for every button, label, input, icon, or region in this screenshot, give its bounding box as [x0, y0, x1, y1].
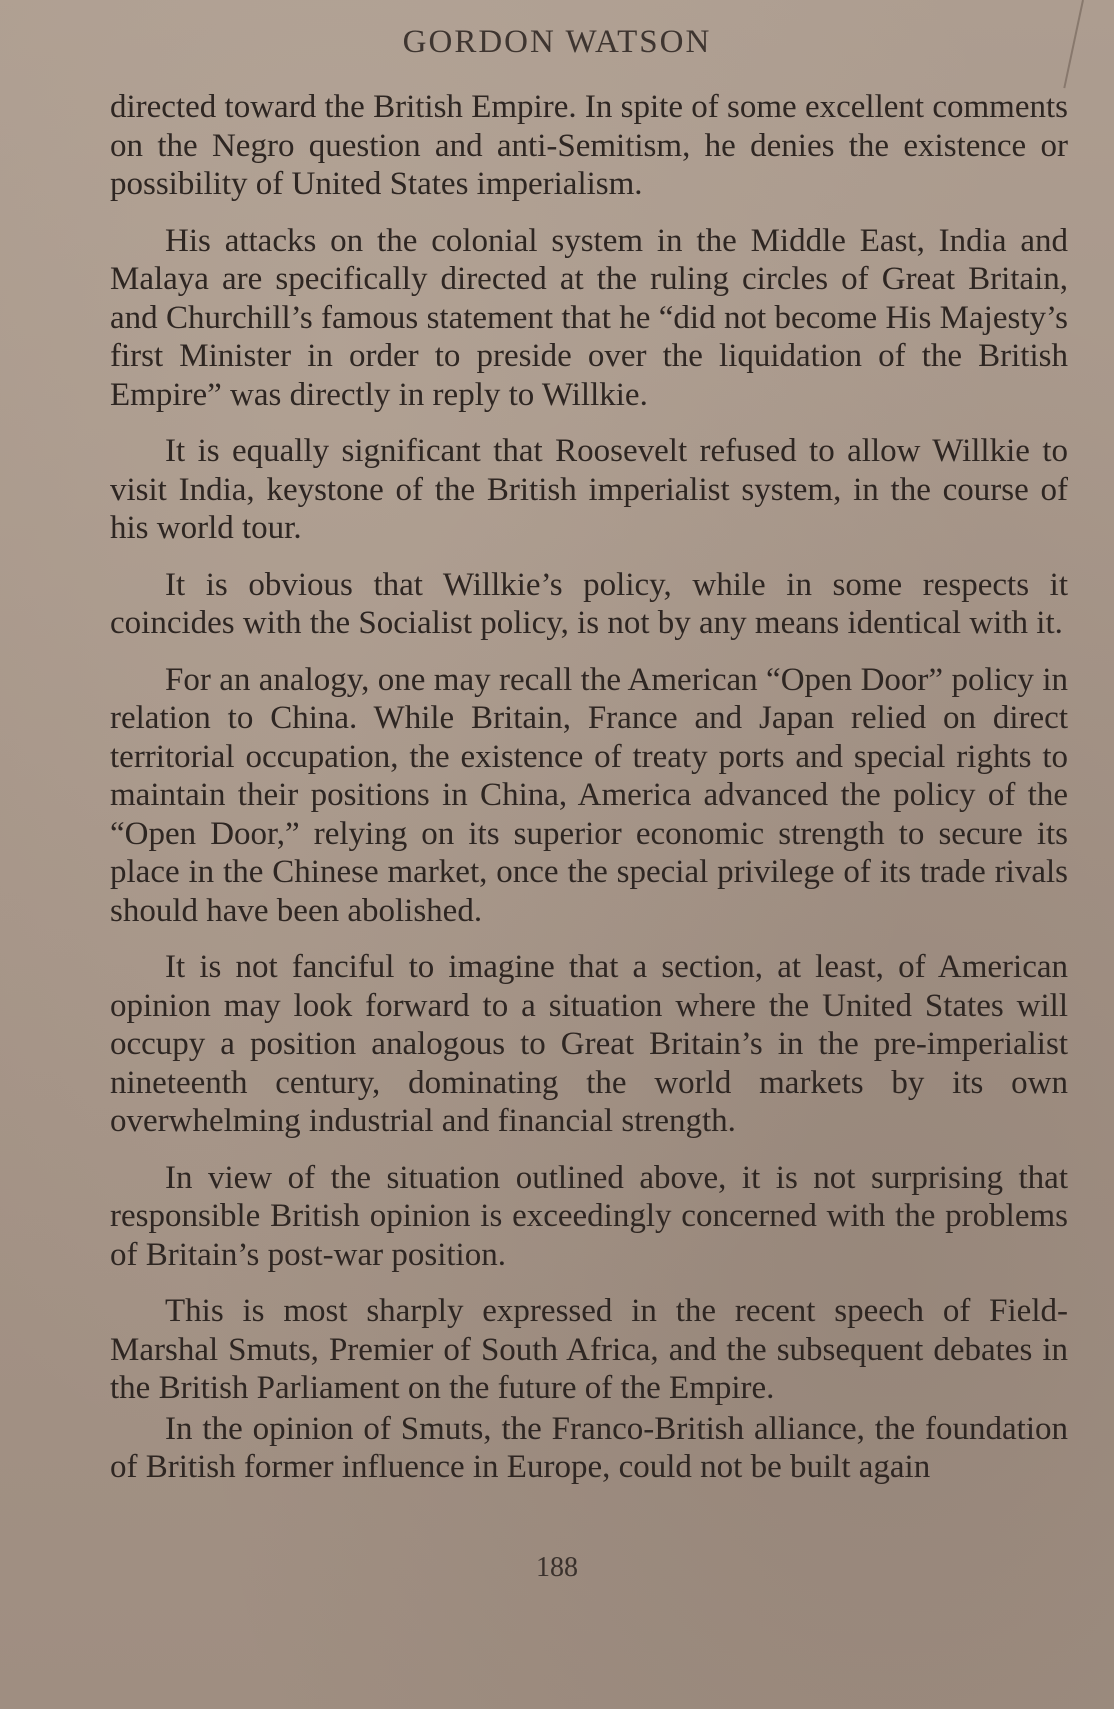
paragraph: His attacks on the colonial system in the Middle East, India and Malaya are specifically directed at the ruling circles of Great Britain, and Churchill’s famous statement that he “did not become His Majesty’s first Minister in order to preside over the liquidation of the British Empire” was directly in reply to Willkie. — [110, 222, 1068, 413]
paragraph: It is obvious that Willkie’s policy, while in some respects it coincides with the Socialist policy, is not by any means identical with it. — [110, 566, 1068, 641]
running-head: GORDON WATSON — [402, 24, 712, 60]
paragraph-continued: directed toward the British Empire. In spite of some excellent comments on the Negro question and anti-Semitism, he denies the existence or possibility of United States imperialism. — [110, 89, 1068, 202]
paragraph: For an analogy, one may recall the American “Open Door” policy in relation to China. While Britain, France and Japan relied on direct territorial occupation, the existence of treaty ports and special rights to maintain their positions in China, America advanced the policy of the “Open Door,” relying on its superior economic strength to secure its place in the Chinese market, once the special privilege of its trade rivals should have been abolished. — [110, 661, 1068, 929]
paragraph: In the opinion of Smuts, the Franco-British alliance, the foundation of British former influence in Europe, could not be built again — [110, 1410, 1068, 1485]
paragraph: In view of the situation outlined above, it is not surprising that responsible British opinion is exceedingly concerned with the problems of Britain’s post-war position. — [110, 1159, 1068, 1273]
paragraph: It is equally significant that Roosevelt refused to allow Willkie to visit India, keystone of the British imperialist system, in the course of his world tour. — [110, 433, 1068, 546]
paragraph: It is not fanciful to imagine that a section, at least, of American opinion may look forward to a situation where the United States will occupy a position analogous to Great Britain’s in the pre-imperialist nineteenth century, dominating the world markets by its own overwhelming industrial and financial strength. — [110, 949, 1068, 1139]
paragraph: This is most sharply expressed in the recent speech of Field-Marshal Smuts, Premier of South Africa, and the subsequent debates in the British Parliament on the future of the Empire. — [110, 1293, 1068, 1406]
page-number: 188 — [536, 1552, 578, 1583]
body-text — [110, 88, 1068, 1505]
